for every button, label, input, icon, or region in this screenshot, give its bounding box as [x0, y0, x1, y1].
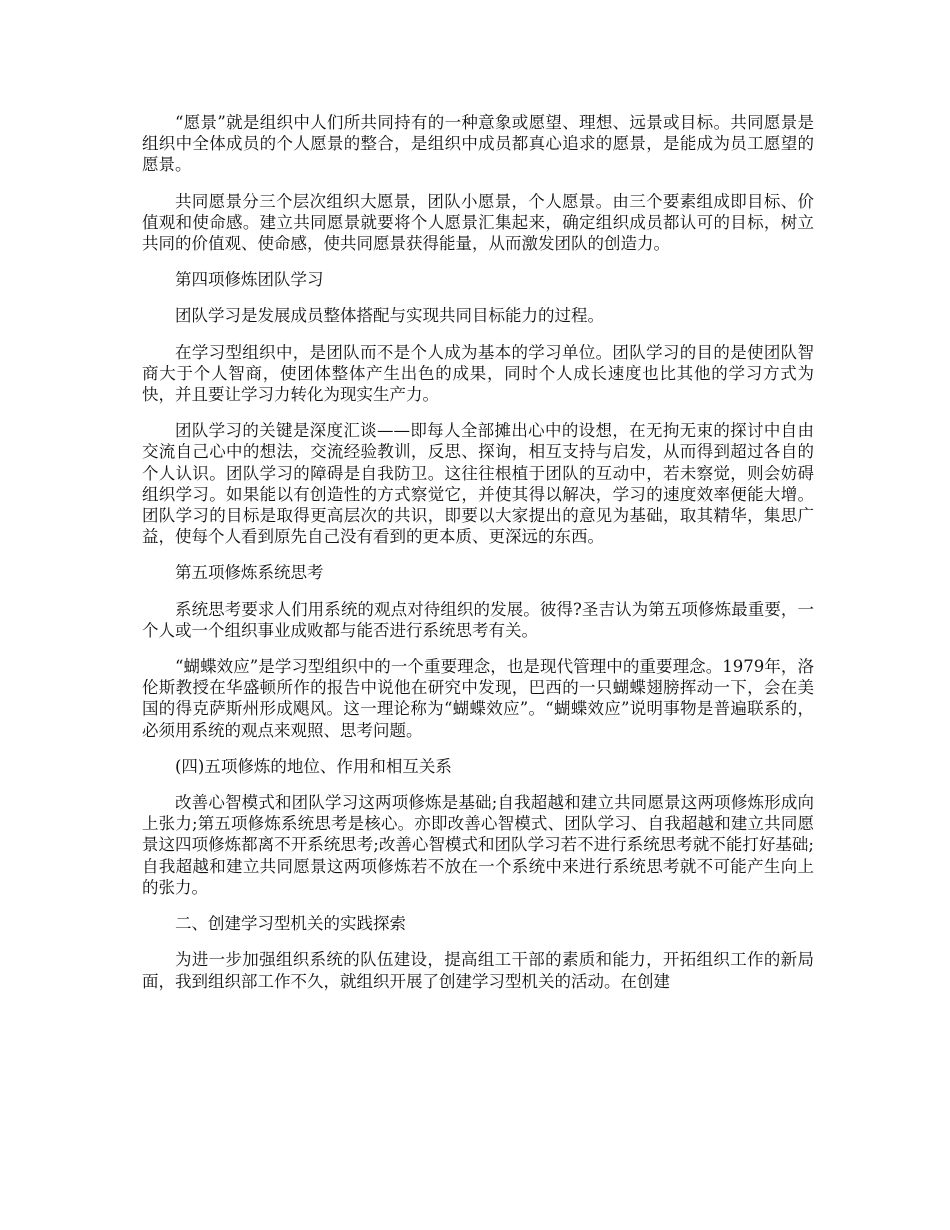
- section-heading-five-disciplines-relations: (四)五项修炼的地位、作用和相互关系: [175, 756, 452, 776]
- section-heading-practice: 二、创建学习型机关的实践探索: [175, 914, 406, 934]
- paragraph-five-disciplines-relations: 改善心智模式和团队学习这两项修炼是基础;自我超越和建立共同愿景这两项修炼形成向上张力;第五项修炼系统思考是核心。亦即改善心智模式、团队学习、自我超越和建立共同愿景这四项修炼都离不开系统思考;改善心智模式和团队学习若不进行系统思考就不能打好基础;自我超越和建立共同愿景这两项修炼若不放在一个系统中来进行系统思考就不可能产生向上的张力。: [142, 793, 814, 897]
- paragraph-practice-intro: 为进一步加强组织系统的队伍建设，提高组工干部的素质和能力，开拓组织工作的新局面，我到组织部工作不久，就组织开展了创建学习型机关的活动。在创建: [142, 950, 814, 991]
- document-body: [142, 112, 814, 1007]
- paragraph-team-learning-purpose: 在学习型组织中，是团队而不是个人成为基本的学习单位。团队学习的目的是使团队智商大于个人智商，使团体整体产生出色的成果，同时个人成长速度也比其他的学习方式为快，并且要让学习力转化为现实生产力。: [142, 342, 814, 405]
- paragraph-vision-definition: “愿景”就是组织中人们所共同持有的一种意象或愿望、理想、远景或目标。共同愿景是组织中全体成员的个人愿景的整合，是组织中成员都真心追求的愿景，是能成为员工愿望的愿景。: [142, 113, 814, 175]
- section-heading-team-learning: 第四项修炼团队学习: [175, 270, 324, 290]
- section-heading-systems-thinking: 第五项修炼系统思考: [175, 563, 324, 583]
- paragraph-shared-vision-levels: 共同愿景分三个层次组织大愿景，团队小愿景，个人愿景。由三个要素组成即目标、价值观和使命感。建立共同愿景就要将个人愿景汇集起来，确定组织成员都认可的目标，树立共同的价值观、使命感，使共同愿景获得能量，从而激发团队的创造力。: [142, 191, 814, 254]
- paragraph-team-learning-key: 团队学习的关键是深度汇谈——即每人全部摊出心中的设想，在无拘无束的探讨中自由交流自己心中的想法，交流经验教训，反思、探询，相互支持与启发，从而得到超过各自的个人认识。团队学习的障碍是自我防卫。这往往根植于团队的互动中，若未察觉，则会妨碍组织学习。如果能以有创造性的方式察觉它，并使其得以解决，学习的速度效率便能大增。团队学习的目标是取得更高层次的共识，即要以大家提出的意见为基础，取其精华，集思广益，使每个人看到原先自己没有看到的更本质、更深远的东西。: [142, 421, 814, 547]
- paragraph-systems-thinking: 系统思考要求人们用系统的观点对待组织的发展。彼得?圣吉认为第五项修炼最重要，一个人或一个组织事业成败都与能否进行系统思考有关。: [142, 599, 814, 640]
- paragraph-butterfly-effect: “蝴蝶效应”是学习型组织中的一个重要理念，也是现代管理中的重要理念。1979年，洛伦斯教授在华盛顿所作的报告中说他在研究中发现，巴西的一只蝴蝶翅膀挥动一下，会在美国的得克萨斯州形成飓风。这一理论称为“蝴蝶效应”。“蝴蝶效应”说明事物是普遍联系的，必须用系统的观点来观照、思考问题。: [142, 657, 814, 740]
- paragraph-team-learning-definition: 团队学习是发展成员整体搭配与实现共同目标能力的过程。: [175, 306, 604, 326]
